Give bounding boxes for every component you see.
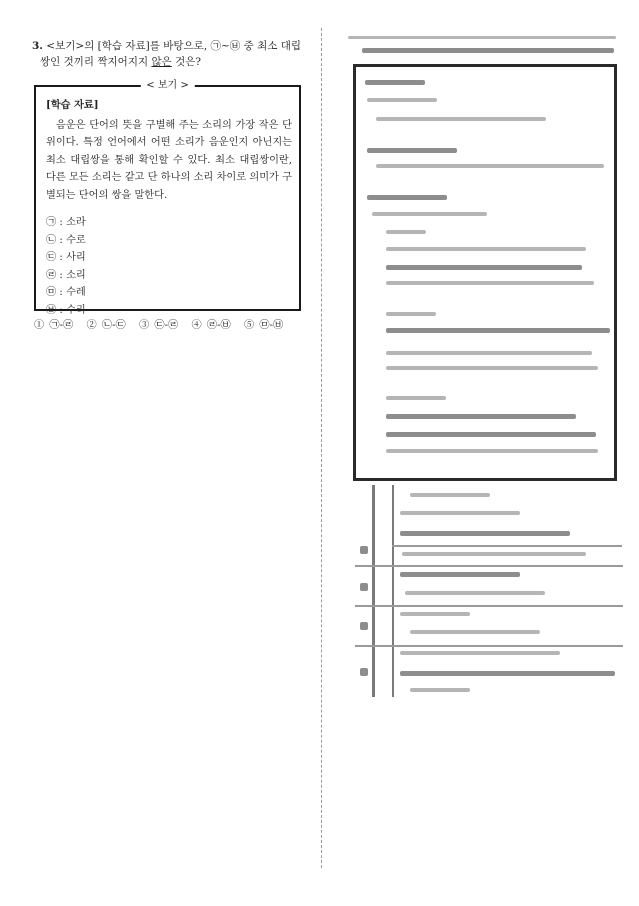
blurred-mark bbox=[360, 583, 368, 591]
blurred-text-line bbox=[386, 351, 592, 355]
question-text-line2b: 것은? bbox=[171, 56, 202, 68]
blurred-text-line bbox=[386, 414, 576, 419]
word-item-2: ㉡ : 수로 bbox=[46, 234, 86, 246]
table-horizontal-rule bbox=[392, 545, 622, 547]
blurred-text-line bbox=[410, 630, 540, 634]
study-material-paragraph: 음운은 단어의 뜻을 구별해 주는 소리의 가장 작은 단위이다. 특정 언어에서 어떤 소리가 음운인지 아닌지는 최소 대립쌍을 통해 확인할 수 있다. 최소 대립쌍이란, 다른 모든 소리는 같고 단 하나의 소리 차이로 의미가 구별되는 단어의 쌍을 말한다. bbox=[46, 119, 292, 201]
blurred-text-line bbox=[410, 493, 490, 497]
table-horizontal-rule bbox=[355, 605, 623, 607]
blurred-text-line bbox=[367, 98, 437, 102]
word-item-5: ㉤ : 수레 bbox=[46, 287, 86, 298]
blurred-mark bbox=[360, 668, 368, 676]
blurred-text-line bbox=[410, 688, 470, 692]
blurred-text-line bbox=[400, 671, 615, 676]
blurred-text-line bbox=[376, 117, 546, 121]
blurred-text-line bbox=[386, 281, 594, 285]
blurred-text-line bbox=[367, 148, 457, 153]
word-item-1: ㉠ : 소라 bbox=[46, 217, 86, 228]
blurred-text-line bbox=[386, 328, 610, 333]
choice-5[interactable]: ⑤ ㉤-㉥ bbox=[244, 320, 284, 331]
answer-choices bbox=[34, 318, 291, 334]
question-line-1 bbox=[32, 38, 312, 54]
table-horizontal-rule bbox=[355, 645, 623, 647]
study-material-heading: [학습 자료] bbox=[46, 99, 99, 111]
blurred-mark bbox=[360, 546, 368, 554]
bogi-title: < 보기 > bbox=[140, 78, 194, 94]
choice-1[interactable]: ① ㉠-㉣ bbox=[34, 320, 74, 331]
blurred-text-line bbox=[386, 396, 446, 400]
blurred-text-line bbox=[400, 572, 520, 577]
bogi-box bbox=[34, 80, 301, 316]
question-number: 3. bbox=[32, 40, 43, 52]
word-list bbox=[46, 214, 292, 319]
blurred-text-line bbox=[402, 552, 586, 556]
blurred-text-line bbox=[400, 511, 520, 515]
choice-4[interactable]: ④ ㉣-㉥ bbox=[191, 320, 231, 331]
question-3 bbox=[32, 38, 312, 70]
blurred-text-line bbox=[386, 247, 586, 251]
question-line-2 bbox=[32, 54, 312, 70]
blurred-mark bbox=[360, 622, 368, 630]
blurred-text-line bbox=[376, 164, 604, 168]
blurred-text-line bbox=[386, 230, 426, 234]
blurred-text-line bbox=[405, 591, 545, 595]
word-item-3: ㉢ : 사리 bbox=[46, 252, 86, 263]
question-text-line2a: 쌍인 것끼리 짝지어지지 bbox=[40, 56, 152, 68]
choice-3[interactable]: ③ ㉢-㉣ bbox=[139, 320, 179, 331]
bogi-content bbox=[46, 97, 292, 319]
blurred-text-line bbox=[400, 531, 570, 536]
blurred-text-line bbox=[348, 36, 616, 39]
column-divider bbox=[321, 28, 322, 868]
question-text-line1: <보기>의 [학습 자료]를 바탕으로, ㉠~㉥ 중 최소 대립 bbox=[42, 40, 302, 52]
blurred-text-line bbox=[386, 449, 598, 453]
table-horizontal-rule bbox=[355, 565, 623, 567]
table-vertical-rule bbox=[372, 485, 375, 697]
blurred-text-line bbox=[362, 48, 614, 53]
blurred-text-line bbox=[367, 195, 447, 200]
choice-2[interactable]: ② ㉡-㉢ bbox=[86, 320, 126, 331]
blurred-text-line bbox=[386, 366, 598, 370]
word-item-4: ㉣ : 소리 bbox=[46, 269, 86, 281]
blurred-text-line bbox=[386, 312, 436, 316]
table-vertical-rule bbox=[392, 485, 394, 697]
blurred-text-line bbox=[365, 80, 425, 85]
blurred-text-line bbox=[400, 651, 560, 655]
blurred-text-line bbox=[386, 265, 582, 270]
word-item-6: ㉥ : 수리 bbox=[46, 304, 86, 316]
blurred-text-line bbox=[386, 432, 596, 437]
question-underlined-word: 않은 bbox=[151, 56, 172, 68]
blurred-text-line bbox=[400, 612, 470, 616]
blurred-text-line bbox=[372, 212, 487, 216]
